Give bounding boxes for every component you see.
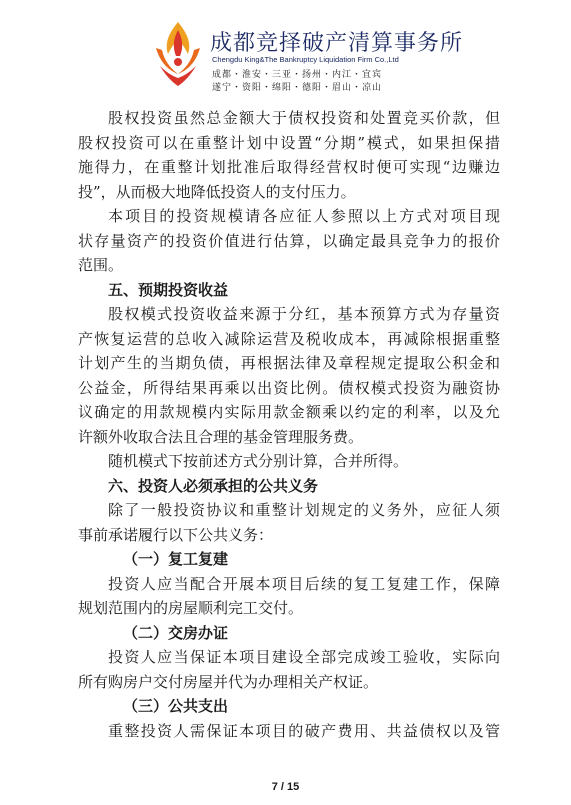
paragraph-line: 议确定的用款规模内实际用款金额乘以约定的利率，以及允 <box>78 403 500 421</box>
paragraph-line: 许额外收取合法且合理的基金管理服务费。 <box>78 427 364 446</box>
paragraph-line: 产恢复运营的总收入减除运营及税收成本，再减除根据重整 <box>78 329 500 348</box>
paragraph-line: 投”，从而极大地降低投资人的支付压力。 <box>78 182 356 201</box>
paragraph-line: 投资人应当保证本项目建设全部完成竣工验收，实际向 <box>108 648 500 666</box>
subsection-heading-2: （二）交房办证 <box>123 623 229 642</box>
paragraph-line: 所有购房户交付房屋并代为办理相关产权证。 <box>78 672 379 691</box>
paragraph-line: 公益金，所得结果再乘以出资比例。债权模式投资为融资协 <box>78 378 500 397</box>
paragraph-line: 状存量资产的投资价值进行估算，以确定最具竞争力的报价 <box>78 231 500 250</box>
branch-cities-line-2: 遂宁・资阳・绵阳・德阳・眉山・凉山 <box>212 83 383 93</box>
branch-cities-line-1: 成都・淮安・三亚・扬州・内江・宜宾 <box>212 70 383 80</box>
subsection-heading-1: （一）复工复建 <box>123 550 229 568</box>
paragraph-line: 投资人应当配合开展本项目后续的复工复建工作，保障 <box>108 574 500 593</box>
paragraph-line: 规划范围内的房屋顺利完工交付。 <box>78 599 304 617</box>
paragraph-line: 随机模式下按前述方式分别计算，合并所得。 <box>108 452 409 470</box>
paragraph-line: 本项目的投资规模请各应征人参照以上方式对项目现 <box>108 207 500 225</box>
page-number: 7 / 15 <box>271 781 300 793</box>
firm-logo-icon <box>150 18 206 88</box>
paragraph-line: 股权模式投资收益来源于分红，基本预算方式为存量资 <box>108 305 500 323</box>
paragraph-line: 除了一般投资协议和重整计划规定的义务外，应征人须 <box>108 501 500 519</box>
firm-name: 成都竞择破产清算事务所 <box>210 31 464 56</box>
document-body <box>78 106 500 743</box>
paragraph-line: 股权投资虽然总金额大于债权投资和处置竞买价款，但 <box>108 109 500 127</box>
paragraph-line: 施得力，在重整计划批准后取得经营权时便可实现“边赚边 <box>78 158 500 176</box>
paragraph-line: 股权投资可以在重整计划中设置“分期”模式，如果担保措 <box>78 133 500 152</box>
paragraph-line: 事前承诺履行以下公共义务： <box>78 525 274 544</box>
subsection-heading-3: （三）公共支出 <box>123 697 229 715</box>
firm-name-english: Chengdu King&The Bankruptcy Liquidation Firm Co.,Ltd <box>212 55 399 64</box>
section-heading-6: 六、投资人必须承担的公共义务 <box>108 476 319 495</box>
paragraph-line: 范围。 <box>78 256 124 274</box>
paragraph-line: 计划产生的当期负债，再根据法律及章程规定提取公积金和 <box>78 354 500 372</box>
paragraph-line: 重整投资人需保证本项目的破产费用、共益债权以及管 <box>108 721 500 740</box>
letterhead <box>0 0 571 96</box>
section-heading-5: 五、预期投资收益 <box>108 280 229 299</box>
